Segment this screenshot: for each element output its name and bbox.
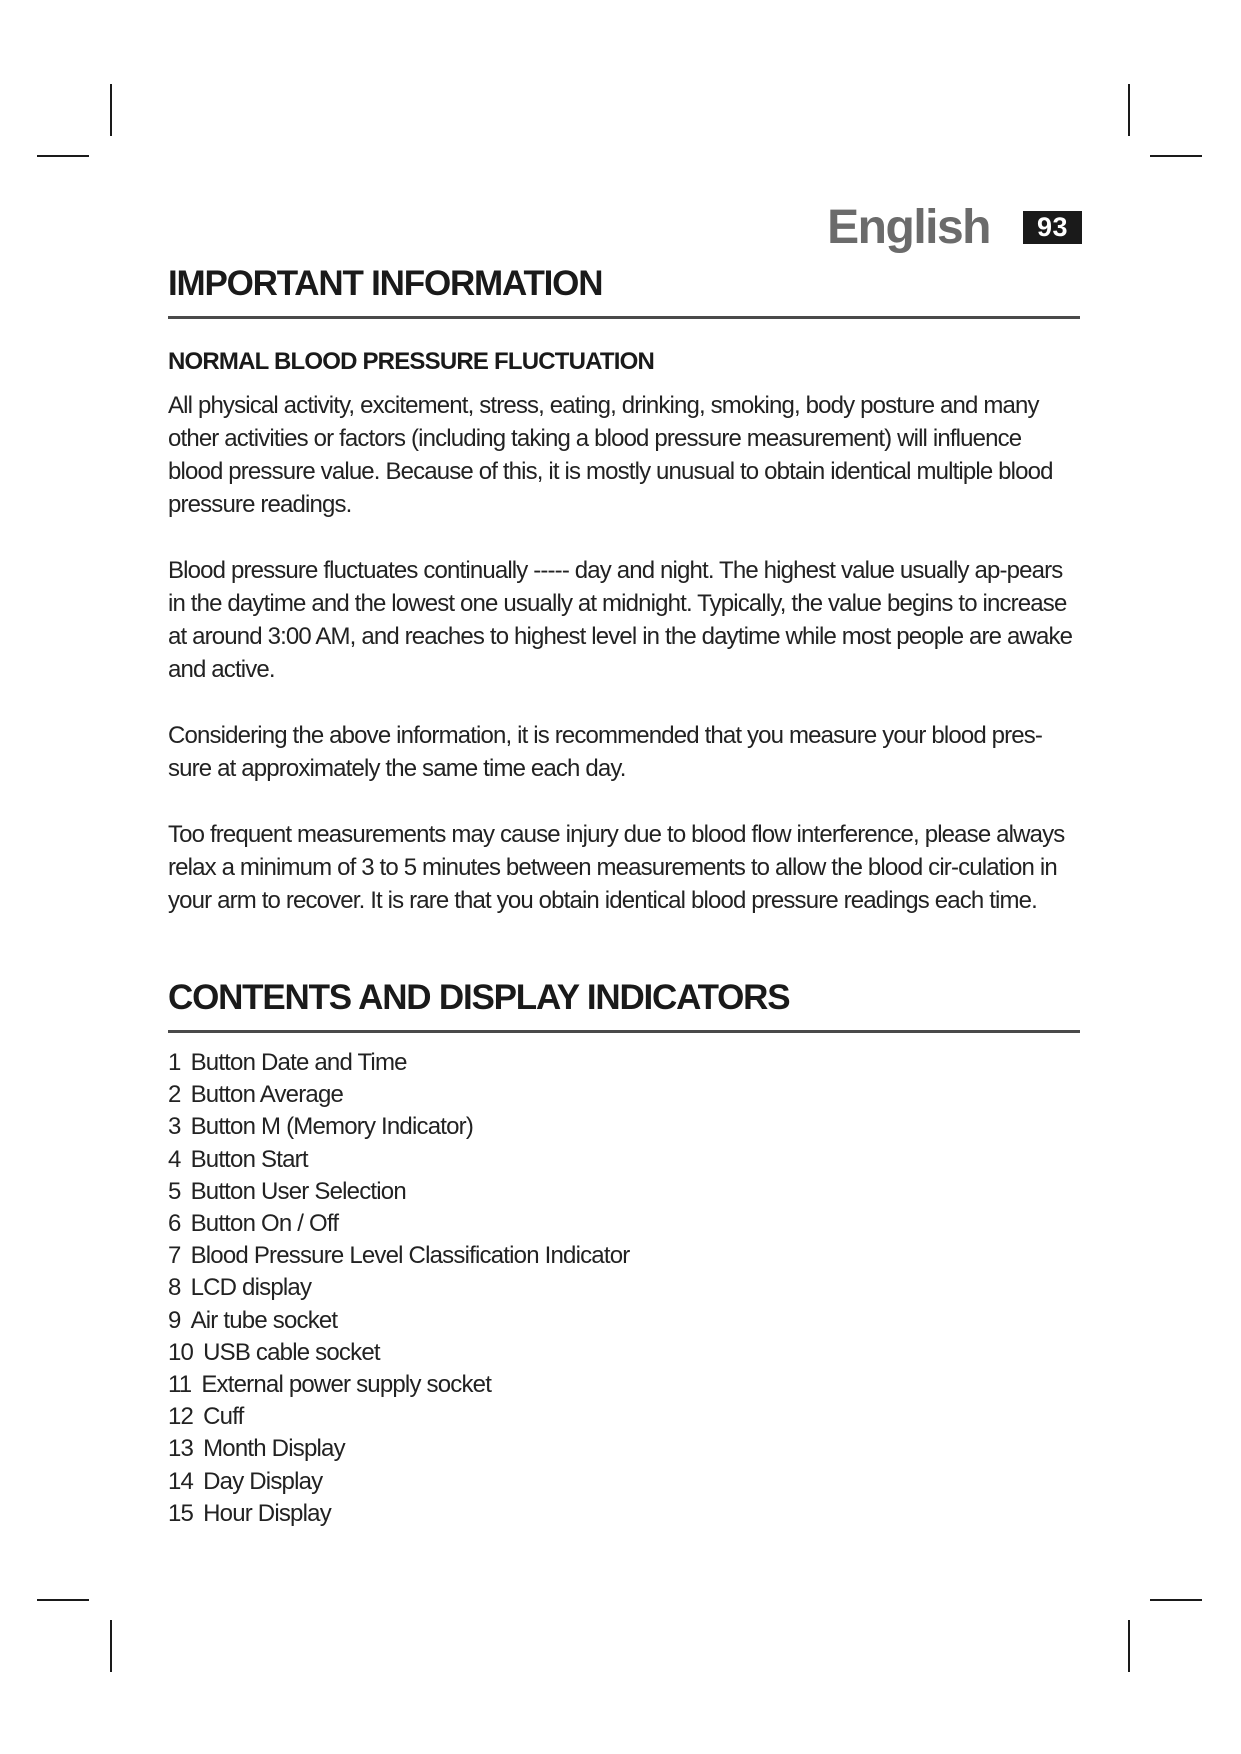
crop-mark-bottom-right-horizontal: [1150, 1599, 1202, 1601]
contents-section: [168, 976, 1080, 1530]
crop-mark-bottom-left-vertical: [110, 1620, 112, 1672]
list-item: [168, 1305, 1080, 1337]
section-title: IMPORTANT INFORMATION: [168, 264, 603, 303]
item-label: Button User Selection: [190, 1177, 406, 1205]
list-item: [168, 1144, 1080, 1176]
item-number: 7: [168, 1242, 181, 1270]
list-item: [168, 1369, 1080, 1401]
item-number: 15: [168, 1499, 194, 1527]
item-label: Button M (Memory Indicator): [190, 1113, 474, 1141]
contents-list: [168, 1047, 1080, 1530]
item-number: 5: [168, 1177, 181, 1205]
item-label: Air tube socket: [190, 1306, 338, 1334]
item-number: 1: [168, 1049, 181, 1076]
item-label: External power supply socket: [201, 1371, 492, 1399]
crop-mark-bottom-left-horizontal: [37, 1599, 89, 1601]
crop-mark-top-right-horizontal: [1150, 155, 1202, 157]
item-number: 14: [168, 1467, 194, 1495]
item-label: USB cable socket: [203, 1338, 380, 1366]
subsection-title: NORMAL BLOOD PRESSURE FLUCTUATION: [168, 348, 655, 375]
crop-mark-bottom-right-vertical: [1128, 1620, 1130, 1672]
section-divider: [168, 316, 1080, 319]
item-number: 2: [168, 1081, 181, 1109]
item-label: Cuff: [203, 1403, 244, 1431]
list-item: [168, 1208, 1080, 1240]
item-label: LCD display: [190, 1274, 312, 1302]
item-number: 11: [168, 1371, 192, 1399]
page-number-badge: 93: [1023, 211, 1082, 244]
language-label: English: [827, 201, 990, 254]
list-item: [168, 1240, 1080, 1272]
item-number: 12: [168, 1403, 194, 1431]
item-number: 8: [168, 1274, 181, 1302]
list-item: [168, 1498, 1080, 1530]
list-item: [168, 1272, 1080, 1304]
list-item: [168, 1047, 1080, 1079]
crop-mark-top-left-horizontal: [37, 155, 89, 157]
item-label: Button Average: [190, 1081, 344, 1109]
item-number: 3: [168, 1113, 181, 1141]
item-label: Month Display: [203, 1435, 345, 1463]
item-label: Hour Display: [203, 1499, 331, 1527]
paragraph: Too frequent measurements may cause injury due to blood flow interference, please always relax a minimum of 3 to 5 minutes between measurements to allow the blood cir-culation in your arm to recover. It is rare that you obtain identical blood pressure readings each time.: [168, 821, 1065, 914]
section-divider: [168, 1030, 1080, 1033]
section-title: CONTENTS AND DISPLAY INDICATORS: [168, 978, 790, 1017]
item-label: Day Display: [203, 1467, 323, 1495]
list-item: [168, 1466, 1080, 1498]
item-number: 6: [168, 1210, 181, 1238]
list-item: [168, 1176, 1080, 1208]
item-number: 4: [168, 1145, 181, 1173]
list-item: [168, 1337, 1080, 1369]
item-label: Button Date and Time: [190, 1049, 407, 1076]
paragraph: All physical activity, excitement, stress, eating, drinking, smoking, body posture and many other activities or factors (including taking a blood pressure measurement) will influence blood pressure value. Because of this, it is mostly unusual to obtain identical multiple blood pressure readings.: [168, 392, 1053, 518]
list-item: [168, 1401, 1080, 1433]
list-item: [168, 1111, 1080, 1143]
item-number: 10: [168, 1338, 194, 1366]
item-number: 9: [168, 1306, 181, 1334]
list-item: [168, 1079, 1080, 1111]
item-label: Blood Pressure Level Classification Indicator: [190, 1242, 630, 1270]
list-item: [168, 1433, 1080, 1465]
item-label: Button On / Off: [190, 1210, 339, 1238]
important-information-section: [168, 262, 1080, 917]
item-number: 13: [168, 1435, 194, 1463]
paragraph: Considering the above information, it is recommended that you measure your blood pres-sure at approximately the same time each day.: [168, 722, 1043, 782]
item-label: Button Start: [190, 1145, 308, 1173]
crop-mark-top-left-vertical: [110, 84, 112, 136]
crop-mark-top-right-vertical: [1128, 84, 1130, 136]
paragraph: Blood pressure fluctuates continually ----- day and night. The highest value usually ap-pears in the daytime and the lowest one usually at midnight. Typically, the value begins to increase at around 3:00 AM, and reaches to highest level in the daytime while most people are awake and active.: [168, 557, 1073, 683]
